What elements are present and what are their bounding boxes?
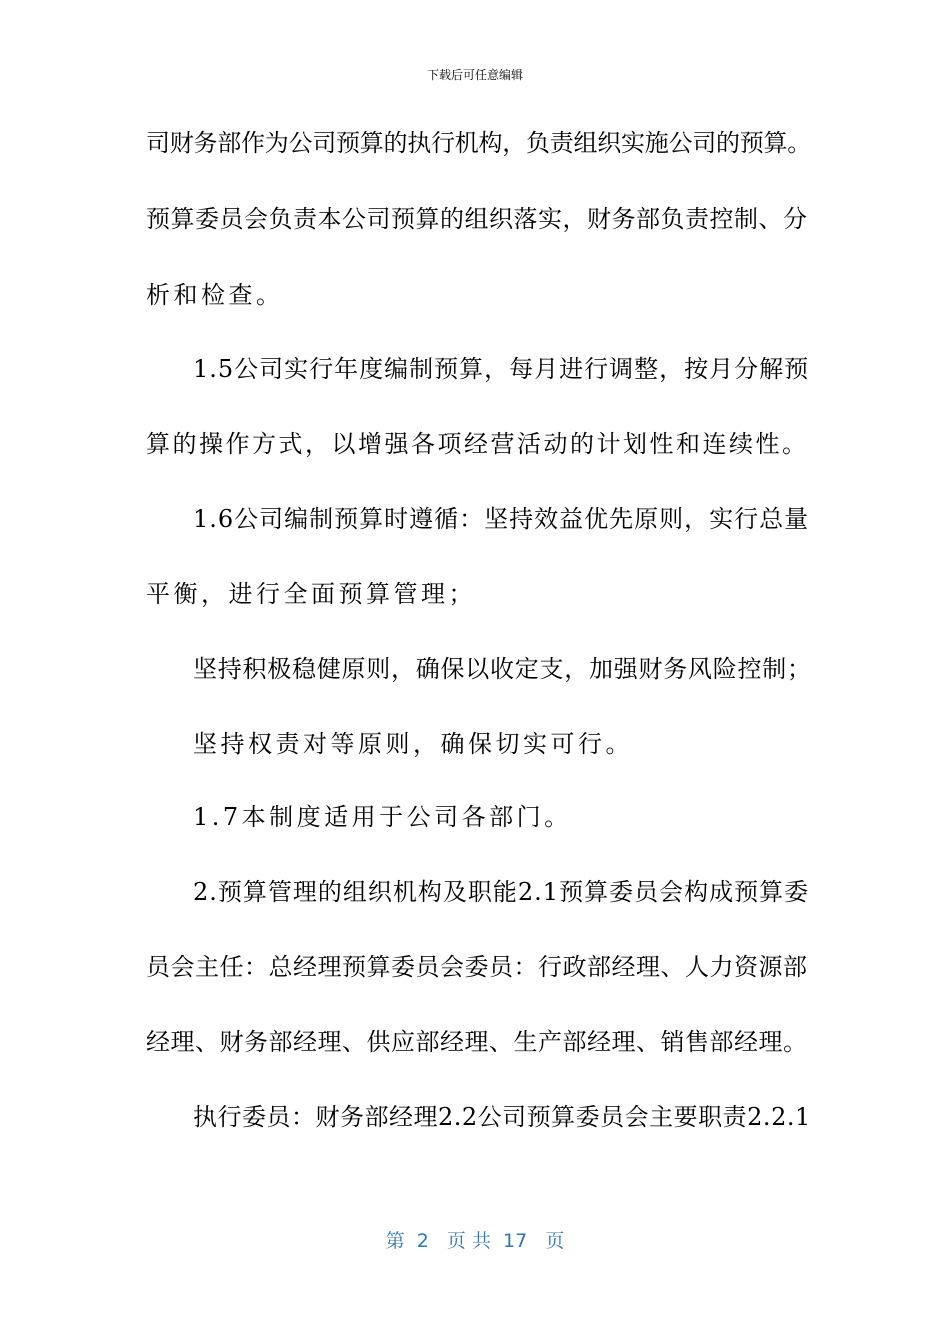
page-header-note: 下载后可任意编辑	[426, 68, 523, 82]
body-line: 预算委员会负责本公司预算的组织落实，财务部负责控制、分	[146, 205, 808, 233]
body-line: 析和检查。	[146, 281, 284, 309]
body-line: 2.预算管理的组织机构及职能2.1预算委员会构成预算委	[193, 878, 810, 906]
body-line: 1.6公司编制预算时遵循：坚持效益优先原则，实行总量	[193, 505, 810, 533]
body-line: 1.7本制度适用于公司各部门。	[193, 803, 572, 831]
body-line: 司财务部作为公司预算的执行机构，负责组织实施公司的预算。	[146, 129, 811, 157]
body-line: 经理、财务部经理、供应部经理、生产部经理、销售部经理。	[146, 1028, 808, 1056]
body-line: 坚持积极稳健原则，确保以收定支，加强财务风险控制；	[193, 655, 812, 683]
body-line: 平衡，进行全面预算管理；	[146, 580, 476, 608]
body-line: 坚持权责对等原则，确保切实可行。	[193, 730, 633, 758]
body-line: 1.5公司实行年度编制预算，每月进行调整，按月分解预	[193, 355, 810, 383]
body-line: 算的操作方式，以增强各项经营活动的计划性和连续性。	[146, 430, 809, 458]
body-line: 员会主任：总经理预算委员会委员：行政部经理、人力资源部	[146, 953, 808, 981]
page-number-footer: 第 2 页 共 17 页	[385, 1230, 565, 1252]
body-line: 执行委员：财务部经理2.2公司预算委员会主要职责2.2.1	[193, 1103, 811, 1131]
